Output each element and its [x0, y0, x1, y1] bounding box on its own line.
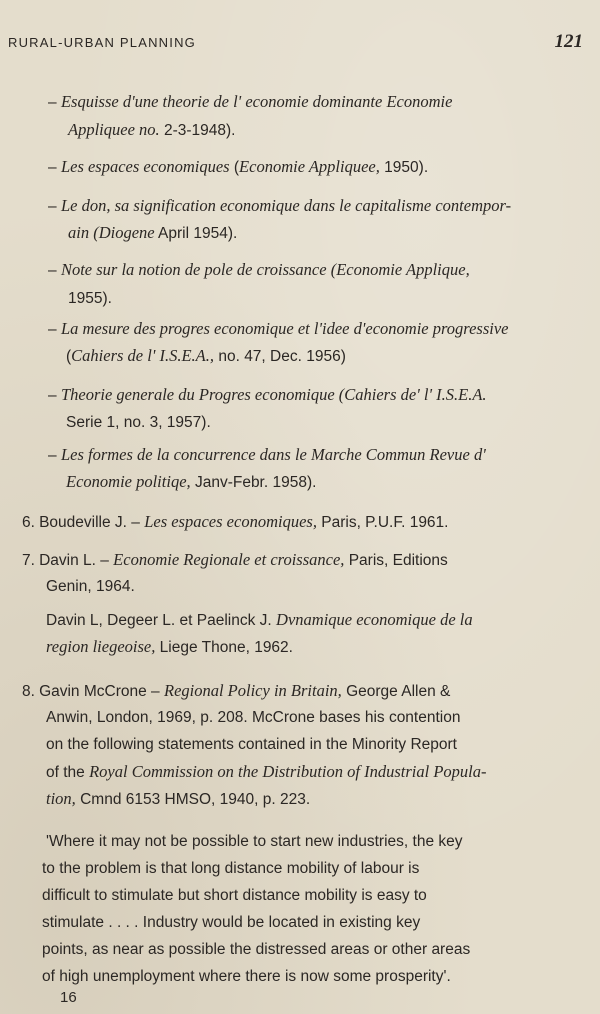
sub-item-5-line-1: – La mesure des progres economique et l'idee d'economie progressive	[48, 319, 509, 338]
sub-item-2-line-1: – Les espaces economiques (Economie Appliquee, 1950).	[48, 157, 429, 176]
sub-item-4-line-1: – Note sur la notion de pole de croissance (Economie Applique,	[48, 260, 470, 279]
note-7-line-2: Genin, 1964.	[46, 578, 135, 595]
sub-item-3-line-2: ain (Diogene April 1954).	[68, 223, 238, 242]
note-8-line-1: 8. Gavin McCrone – Regional Policy in Britain, George Allen &	[22, 681, 451, 700]
quote-line-5: points, as near as possible the distressed areas or other areas	[42, 941, 471, 958]
note-8-line-2: Anwin, London, 1969, p. 208. McCrone bases his contention	[46, 709, 461, 726]
note-8-line-3: on the following statements contained in the Minority Report	[46, 736, 457, 753]
sub-item-6-line-1: – Theorie generale du Progres economique (Cahiers de' l' I.S.E.A.	[48, 385, 487, 404]
sub-item-5-line-2: (Cahiers de l' I.S.E.A., no. 47, Dec. 1956)	[66, 346, 346, 365]
sub-item-1-line-2: Appliquee no. 2-3-1948).	[68, 120, 236, 139]
note-7-line-1: 7. Davin L. – Economie Regionale et croissance, Paris, Editions	[22, 550, 448, 569]
note-6: 6. Boudeville J. – Les espaces economiques, Paris, P.U.F. 1961.	[22, 512, 449, 531]
note-7-line-4: region liegeoise, Liege Thone, 1962.	[46, 637, 293, 656]
quote-line-4: stimulate . . . . Industry would be located in existing key	[42, 914, 421, 931]
sub-item-3-line-1: – Le don, sa signification economique dans le capitalisme contempor-	[48, 196, 512, 215]
running-head: RURAL-URBAN PLANNING	[8, 35, 196, 50]
note-8-line-4: of the Royal Commission on the Distribution of Industrial Popula-	[46, 762, 487, 781]
quote-line-2: to the problem is that long distance mobility of labour is	[42, 860, 420, 877]
quote-line-1: 'Where it may not be possible to start new industries, the key	[46, 833, 463, 850]
folio-signature: 16	[60, 989, 77, 1006]
sub-item-7-line-2: Economie politiqe, Janv-Febr. 1958).	[66, 472, 317, 491]
sub-item-1-line-1: – Esquisse d'une theorie de l' economie dominante Economie	[48, 92, 453, 111]
sub-item-4-line-2: 1955).	[68, 290, 112, 307]
page-number: 121	[554, 31, 583, 52]
quote-line-6: of high unemployment where there is now some prosperity'.	[42, 968, 451, 985]
note-8-line-5: tion, Cmnd 6153 HMSO, 1940, p. 223.	[46, 789, 311, 808]
quote-line-3: difficult to stimulate but short distance mobility is easy to	[42, 887, 427, 904]
note-7-line-3: Davin L, Degeer L. et Paelinck J. Dvnamique economique de la	[46, 610, 473, 629]
sub-item-7-line-1: – Les formes de la concurrence dans le Marche Commun Revue d'	[48, 445, 486, 464]
sub-item-6-line-2: Serie 1, no. 3, 1957).	[66, 414, 211, 431]
